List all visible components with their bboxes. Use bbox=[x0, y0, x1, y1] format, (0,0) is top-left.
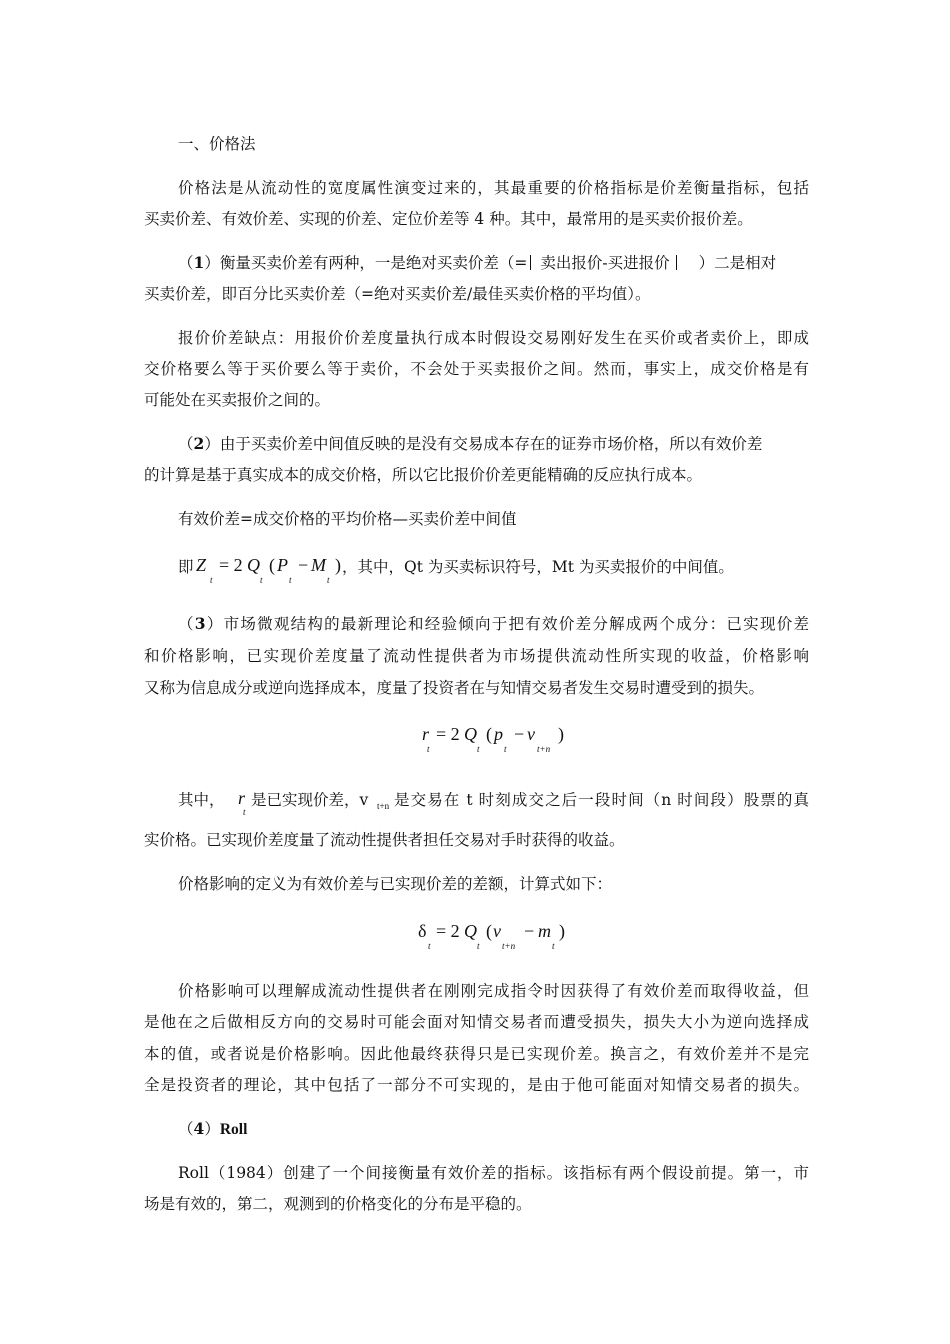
effective-spread-definition: 有效价差=成交价格的平均价格—买卖价差中间值 bbox=[178, 510, 517, 528]
item-1-text-before: 衡量买卖价差有两种，一是绝对买卖价差（= bbox=[219, 254, 528, 272]
abs-bar-left bbox=[530, 255, 531, 270]
item-1-text-after: ）二是相对 bbox=[698, 254, 777, 272]
formula-effective-spread: 即 Z t = 2 Q t ( P t − M t ) ，其中，Qt 为买卖标识符号，Mt 为买卖报价的中间值。 bbox=[178, 555, 734, 585]
item-4-heading: （4）Roll bbox=[178, 1119, 248, 1138]
paragraph-line: 是他在之后做相反方向的交易时可能会面对知情交易者而遭受损失，损失大小为逆向选择成 bbox=[144, 1013, 809, 1031]
item-1-line bbox=[178, 253, 818, 273]
formula-price-impact: δ t = 2 Q t ( v t+n − m t ) bbox=[418, 921, 565, 951]
item-3-line-2: 和价格影响，已实现价差度量了流动性提供者为市场提供流动性所实现的收益，价格影响 bbox=[144, 647, 809, 665]
item-1-text-mid: 卖出报价-买进报价 bbox=[540, 254, 670, 272]
item-4-number: 4 bbox=[193, 1119, 205, 1138]
paragraph-line: 场是有效的，第二，观测到的价格变化的分布是平稳的。 bbox=[144, 1195, 532, 1213]
item-2-line-2: 的计算是基于真实成本的成交价格，所以它比报价价差更能精确的反应执行成本。 bbox=[144, 466, 703, 484]
paragraph-line: 价格法是从流动性的宽度属性演变过来的，其最重要的价格指标是价差衡量指标，包括 bbox=[178, 179, 809, 197]
item-2-line: （2）由于买卖价差中间值反映的是没有交易成本存在的证券市场价格，所以有效价差 bbox=[178, 434, 763, 453]
item-3-line: （3）市场微观结构的最新理论和经验倾向于把有效价差分解成两个成分：已实现价差 bbox=[178, 614, 809, 633]
section-title: 一、价格法 bbox=[178, 135, 256, 153]
abs-bar-right bbox=[676, 255, 677, 270]
where-clause-line: 其中， r t 是已实现价差，v t+n 是交易在 t 时刻成交之后一段时间（n 时间段）股票的真 bbox=[178, 788, 809, 817]
item-3-line-3: 又称为信息成分或逆向选择成本，度量了投资者在与知情交易者发生交易时遭受到的损失。 bbox=[144, 679, 765, 697]
item-1-paren-open: （ bbox=[178, 254, 194, 272]
paragraph-line: 价格影响可以理解成流动性提供者在刚刚完成指令时因获得了有效价差而取得收益，但 bbox=[178, 982, 809, 1000]
paragraph-line: 交价格要么等于买价要么等于卖价，不会处于买卖报价之间。然而，事实上，成交价格是有 bbox=[144, 360, 809, 378]
price-impact-definition: 价格影响的定义为有效价差与已实现价差的差额，计算式如下： bbox=[178, 875, 613, 893]
item-4-label: Roll bbox=[219, 1121, 248, 1138]
paragraph-line: 报价价差缺点：用报价价差度量执行成本时假设交易刚好发生在买价或者卖价上，即成 bbox=[178, 329, 809, 347]
item-2-number: 2 bbox=[193, 434, 205, 453]
item-1-number: 1 bbox=[193, 253, 205, 272]
paragraph-line: 全是投资者的理论，其中包括了一部分不可实现的，是由于他可能面对知情交易者的损失。 bbox=[144, 1076, 809, 1094]
formula-realized-spread: r t = 2 Q t ( p t − v t+n ) bbox=[422, 724, 564, 754]
item-1-line-2: 买卖价差，即百分比买卖价差（=绝对买卖价差/最佳买卖价格的平均值）。 bbox=[144, 285, 651, 303]
paragraph-line: 可能处在买卖报价之间的。 bbox=[144, 391, 331, 409]
paragraph-line: Roll（1984）创建了一个间接衡量有效价差的指标。该指标有两个假设前提。第一，市 bbox=[178, 1164, 809, 1182]
paragraph-line: 买卖价差、有效价差、实现的价差、定位价差等 4 种。其中，最常用的是买卖价报价差。 bbox=[144, 210, 753, 228]
item-1-paren-close: ） bbox=[204, 254, 220, 272]
paragraph-line: 本的值，或者说是价格影响。因此他最终获得只是已实现价差。换言之，有效价差并不是完 bbox=[144, 1045, 809, 1063]
where-clause-line-2: 实价格。已实现价差度量了流动性提供者担任交易对手时获得的收益。 bbox=[144, 831, 625, 849]
item-3-number: 3 bbox=[194, 614, 206, 633]
